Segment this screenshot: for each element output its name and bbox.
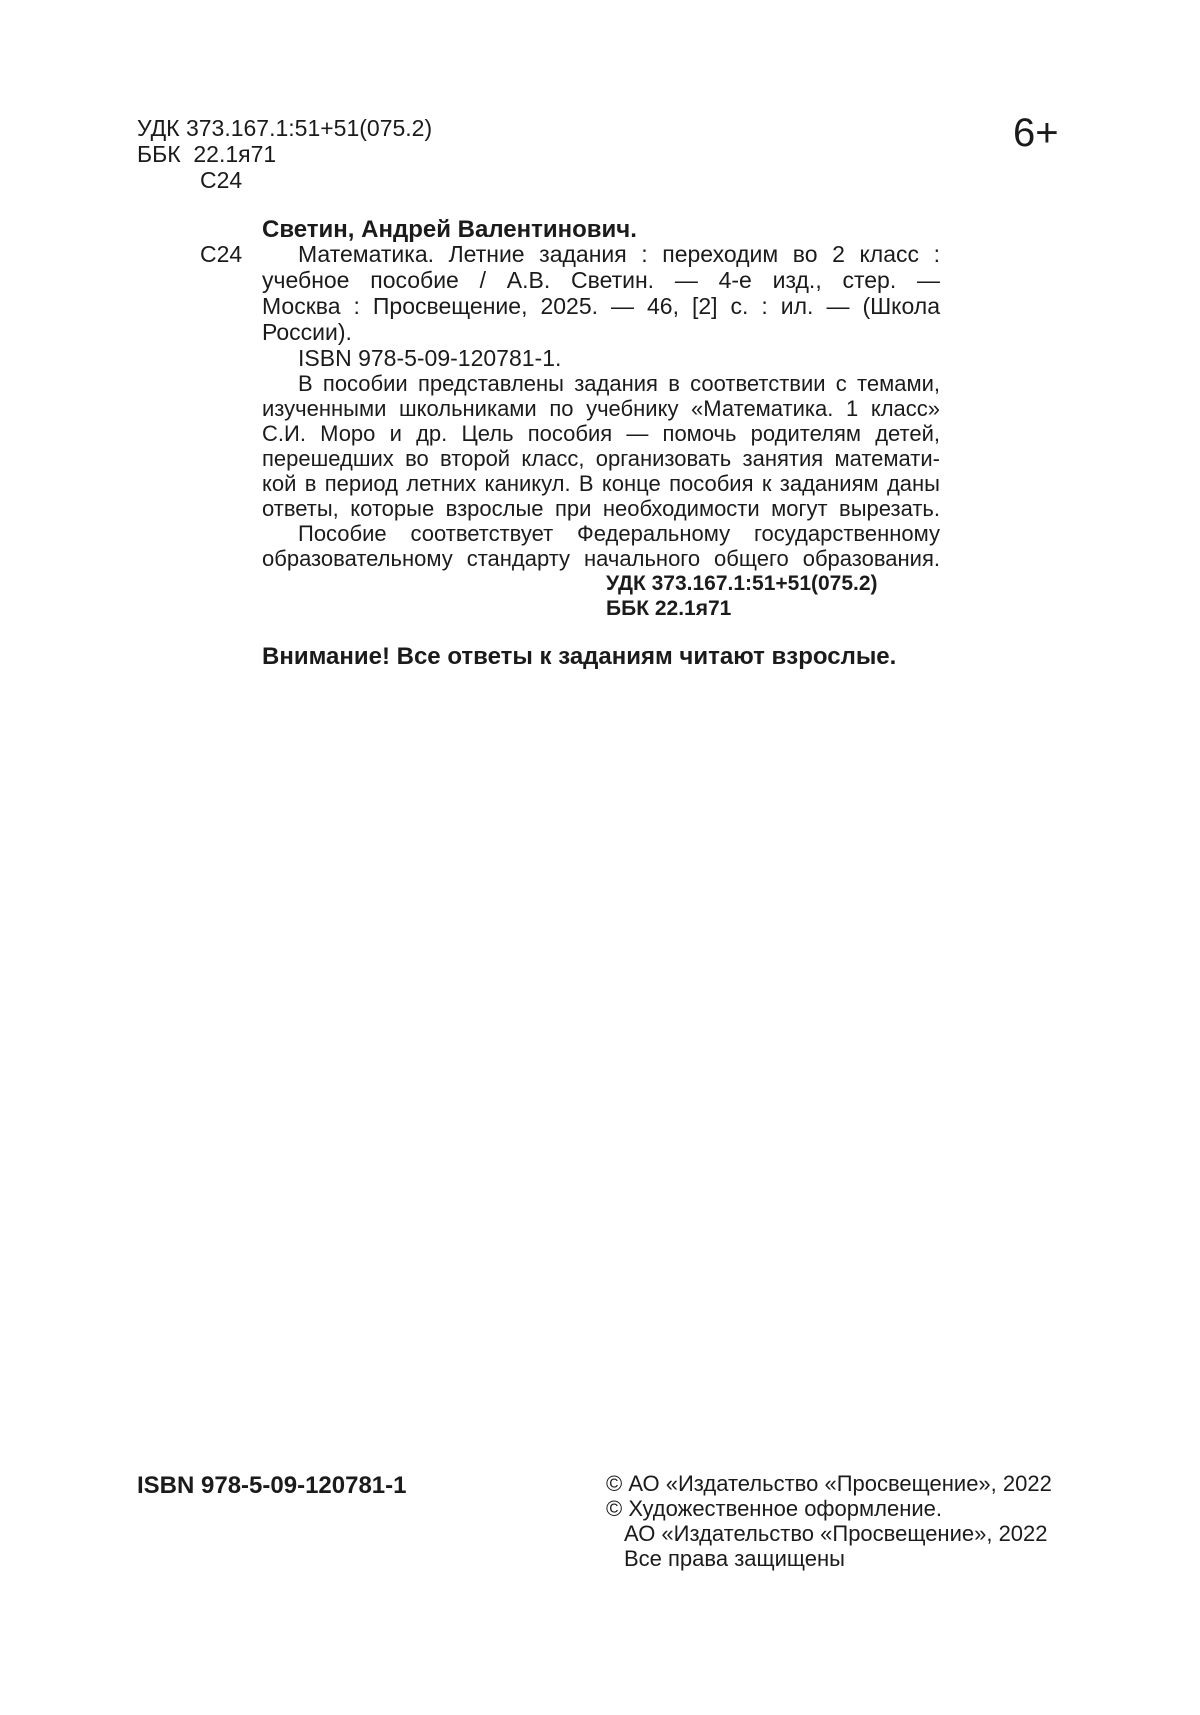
annotation-line: ответы, которые взрослые при необходимости могут вырезать. [262, 496, 940, 521]
isbn-footer: ISBN 978-5-09-120781-1 [137, 1472, 407, 1499]
copyright-line: © Художественное оформление. [606, 1496, 942, 1521]
annotation-line: изученными школьниками по учебнику «Математика. 1 класс» [262, 396, 940, 421]
title-line: Москва : Просвещение, 2025. — 46, [2] с. : ил. — (Школа [262, 293, 940, 319]
udc-top: УДК 373.167.1:51+51(075.2) [137, 115, 433, 141]
title-line: Математика. Летние задания : переходим во 2 класс : [298, 241, 940, 267]
author-heading: Светин, Андрей Валентинович. [262, 216, 637, 243]
copyright-line: Все права защищены [624, 1546, 845, 1571]
title-line: России). [262, 319, 352, 345]
bbk-top: ББК 22.1я71 [137, 141, 277, 167]
author-code: С24 [200, 241, 243, 267]
age-rating: 6+ [1013, 111, 1059, 155]
standard-line: Пособие соответствует Федеральному государственному [298, 521, 940, 546]
udc-bottom: УДК 373.167.1:51+51(075.2) [606, 572, 878, 595]
author-code-top: С24 [200, 167, 243, 193]
isbn-line: ISBN 978-5-09-120781-1. [298, 345, 562, 371]
copyright-line: АО «Издательство «Просвещение», 2022 [624, 1521, 1048, 1546]
annotation-line: перешедших во второй класс, организовать занятия математи- [262, 446, 940, 471]
standard-line: образовательному стандарту начального общего образования. [262, 546, 940, 571]
annotation-line: С.И. Моро и др. Цель пособия — помочь родителям детей, [262, 421, 940, 446]
warning-text: Внимание! Все ответы к заданиям читают взрослые. [262, 643, 897, 670]
bbk-bottom: ББК 22.1я71 [606, 597, 732, 620]
annotation-line: кой в период летних каникул. В конце пособия к заданиям даны [262, 471, 940, 496]
annotation-line: В пособии представлены задания в соответствии с темами, [298, 371, 940, 396]
copyright-line: © АО «Издательство «Просвещение», 2022 [606, 1471, 1052, 1496]
title-line: учебное пособие / А.В. Светин. — 4-е изд., стер. — [262, 267, 940, 293]
